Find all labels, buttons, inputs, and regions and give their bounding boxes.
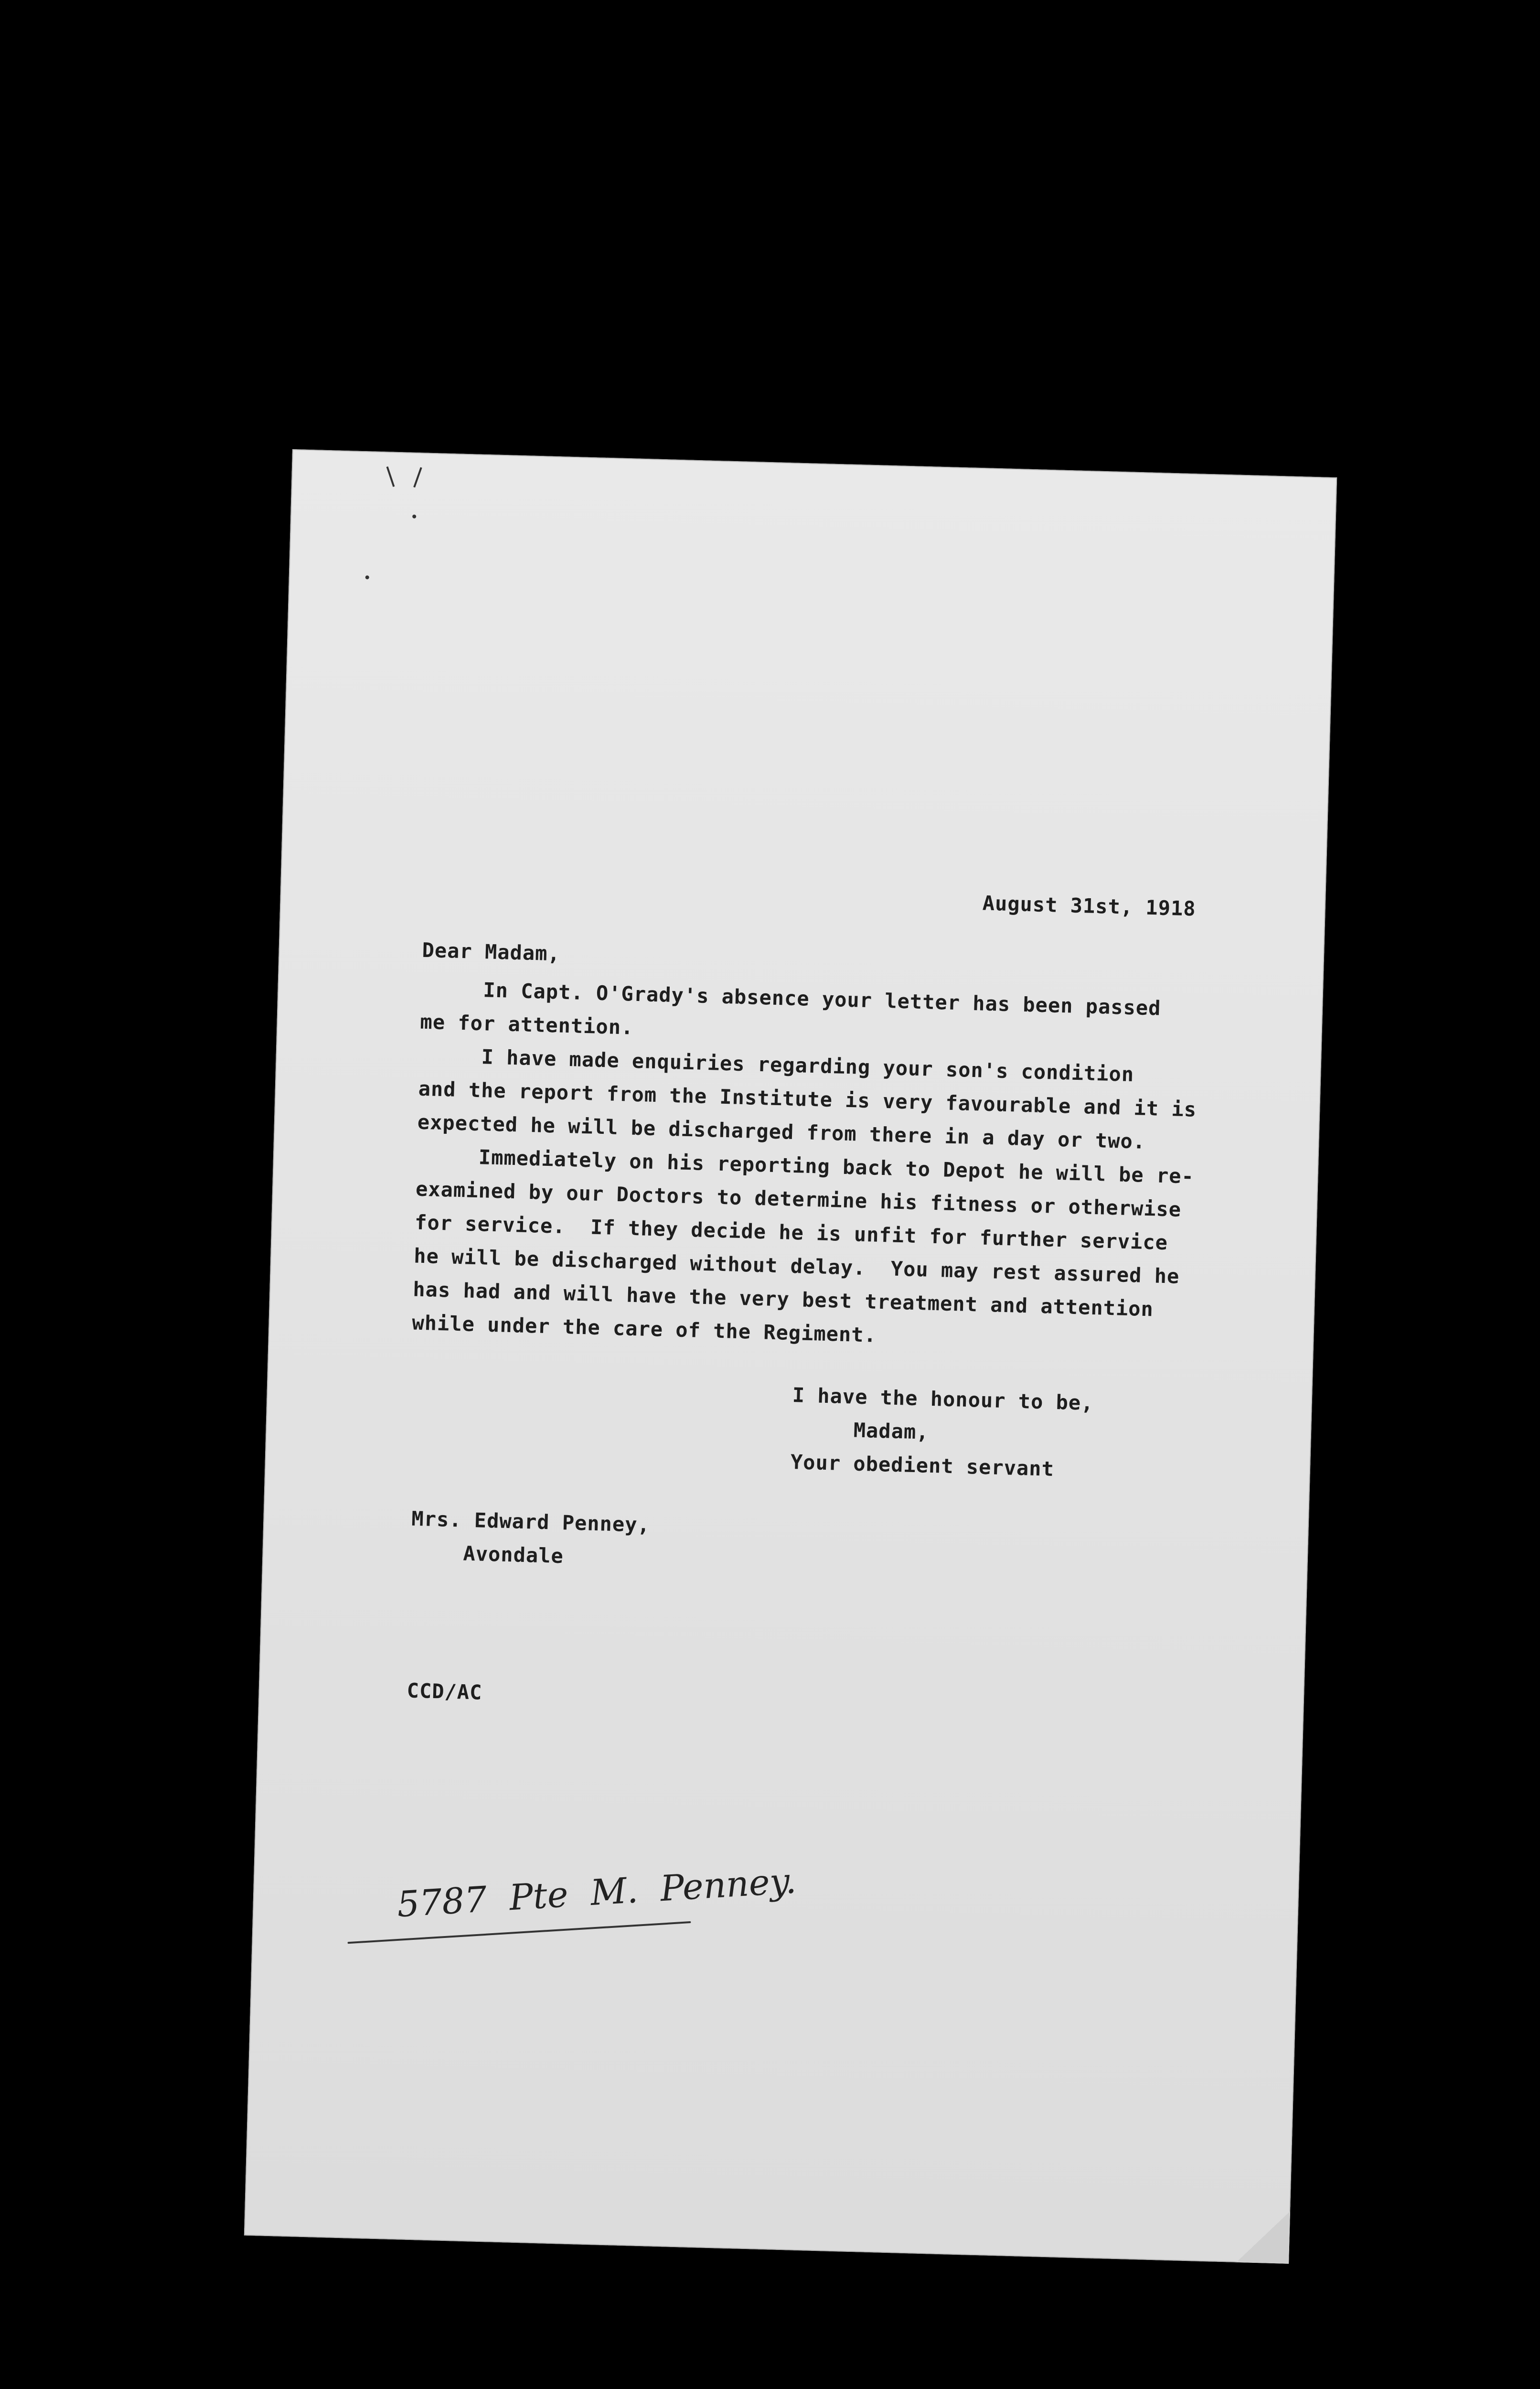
body-line: and the report from the Institute is very favourable and it is [418,1076,1197,1121]
closing-line: I have the honour to be, [792,1383,1094,1415]
recipient-name: Mrs. Edward Penney, [411,1507,651,1537]
body-line: he will be discharged without delay. You may rest assured he [413,1244,1180,1288]
closing-line: Madam, [853,1418,930,1444]
corner-mark [386,466,395,487]
body-line: I have made enquiries regarding your son's condition [481,1045,1134,1087]
body-line: In Capt. O'Grady's absence your letter has been passed [482,978,1162,1020]
handwritten-note: 5787 Pte M. Penney. [396,1860,798,1926]
body-line: examined by our Doctors to determine his fitness or otherwise [415,1177,1182,1221]
letter-date: August 31st, 1918 [982,891,1197,921]
body-line: has had and will have the very best treatment and attention [412,1277,1154,1321]
corner-mark [413,467,422,488]
typist-initials: CCD/AC [406,1679,483,1704]
closing-line: Your obedient servant [790,1450,1055,1481]
letter-page [244,449,1337,2264]
body-line: Immediately on his reporting back to Depot he will be re- [478,1145,1195,1188]
letter-salutation: Dear Madam, [422,938,561,966]
body-line: expected he will be discharged from there in a day or two. [417,1110,1146,1153]
recipient-place: Avondale [462,1541,564,1568]
speck [412,515,416,518]
body-line: for service. If they decide he is unfit for further service [414,1210,1168,1255]
body-line: while under the care of the Regiment. [411,1311,877,1347]
body-line: me for attention. [420,1010,634,1039]
folded-corner [1236,2210,1290,2264]
speck [365,575,369,579]
